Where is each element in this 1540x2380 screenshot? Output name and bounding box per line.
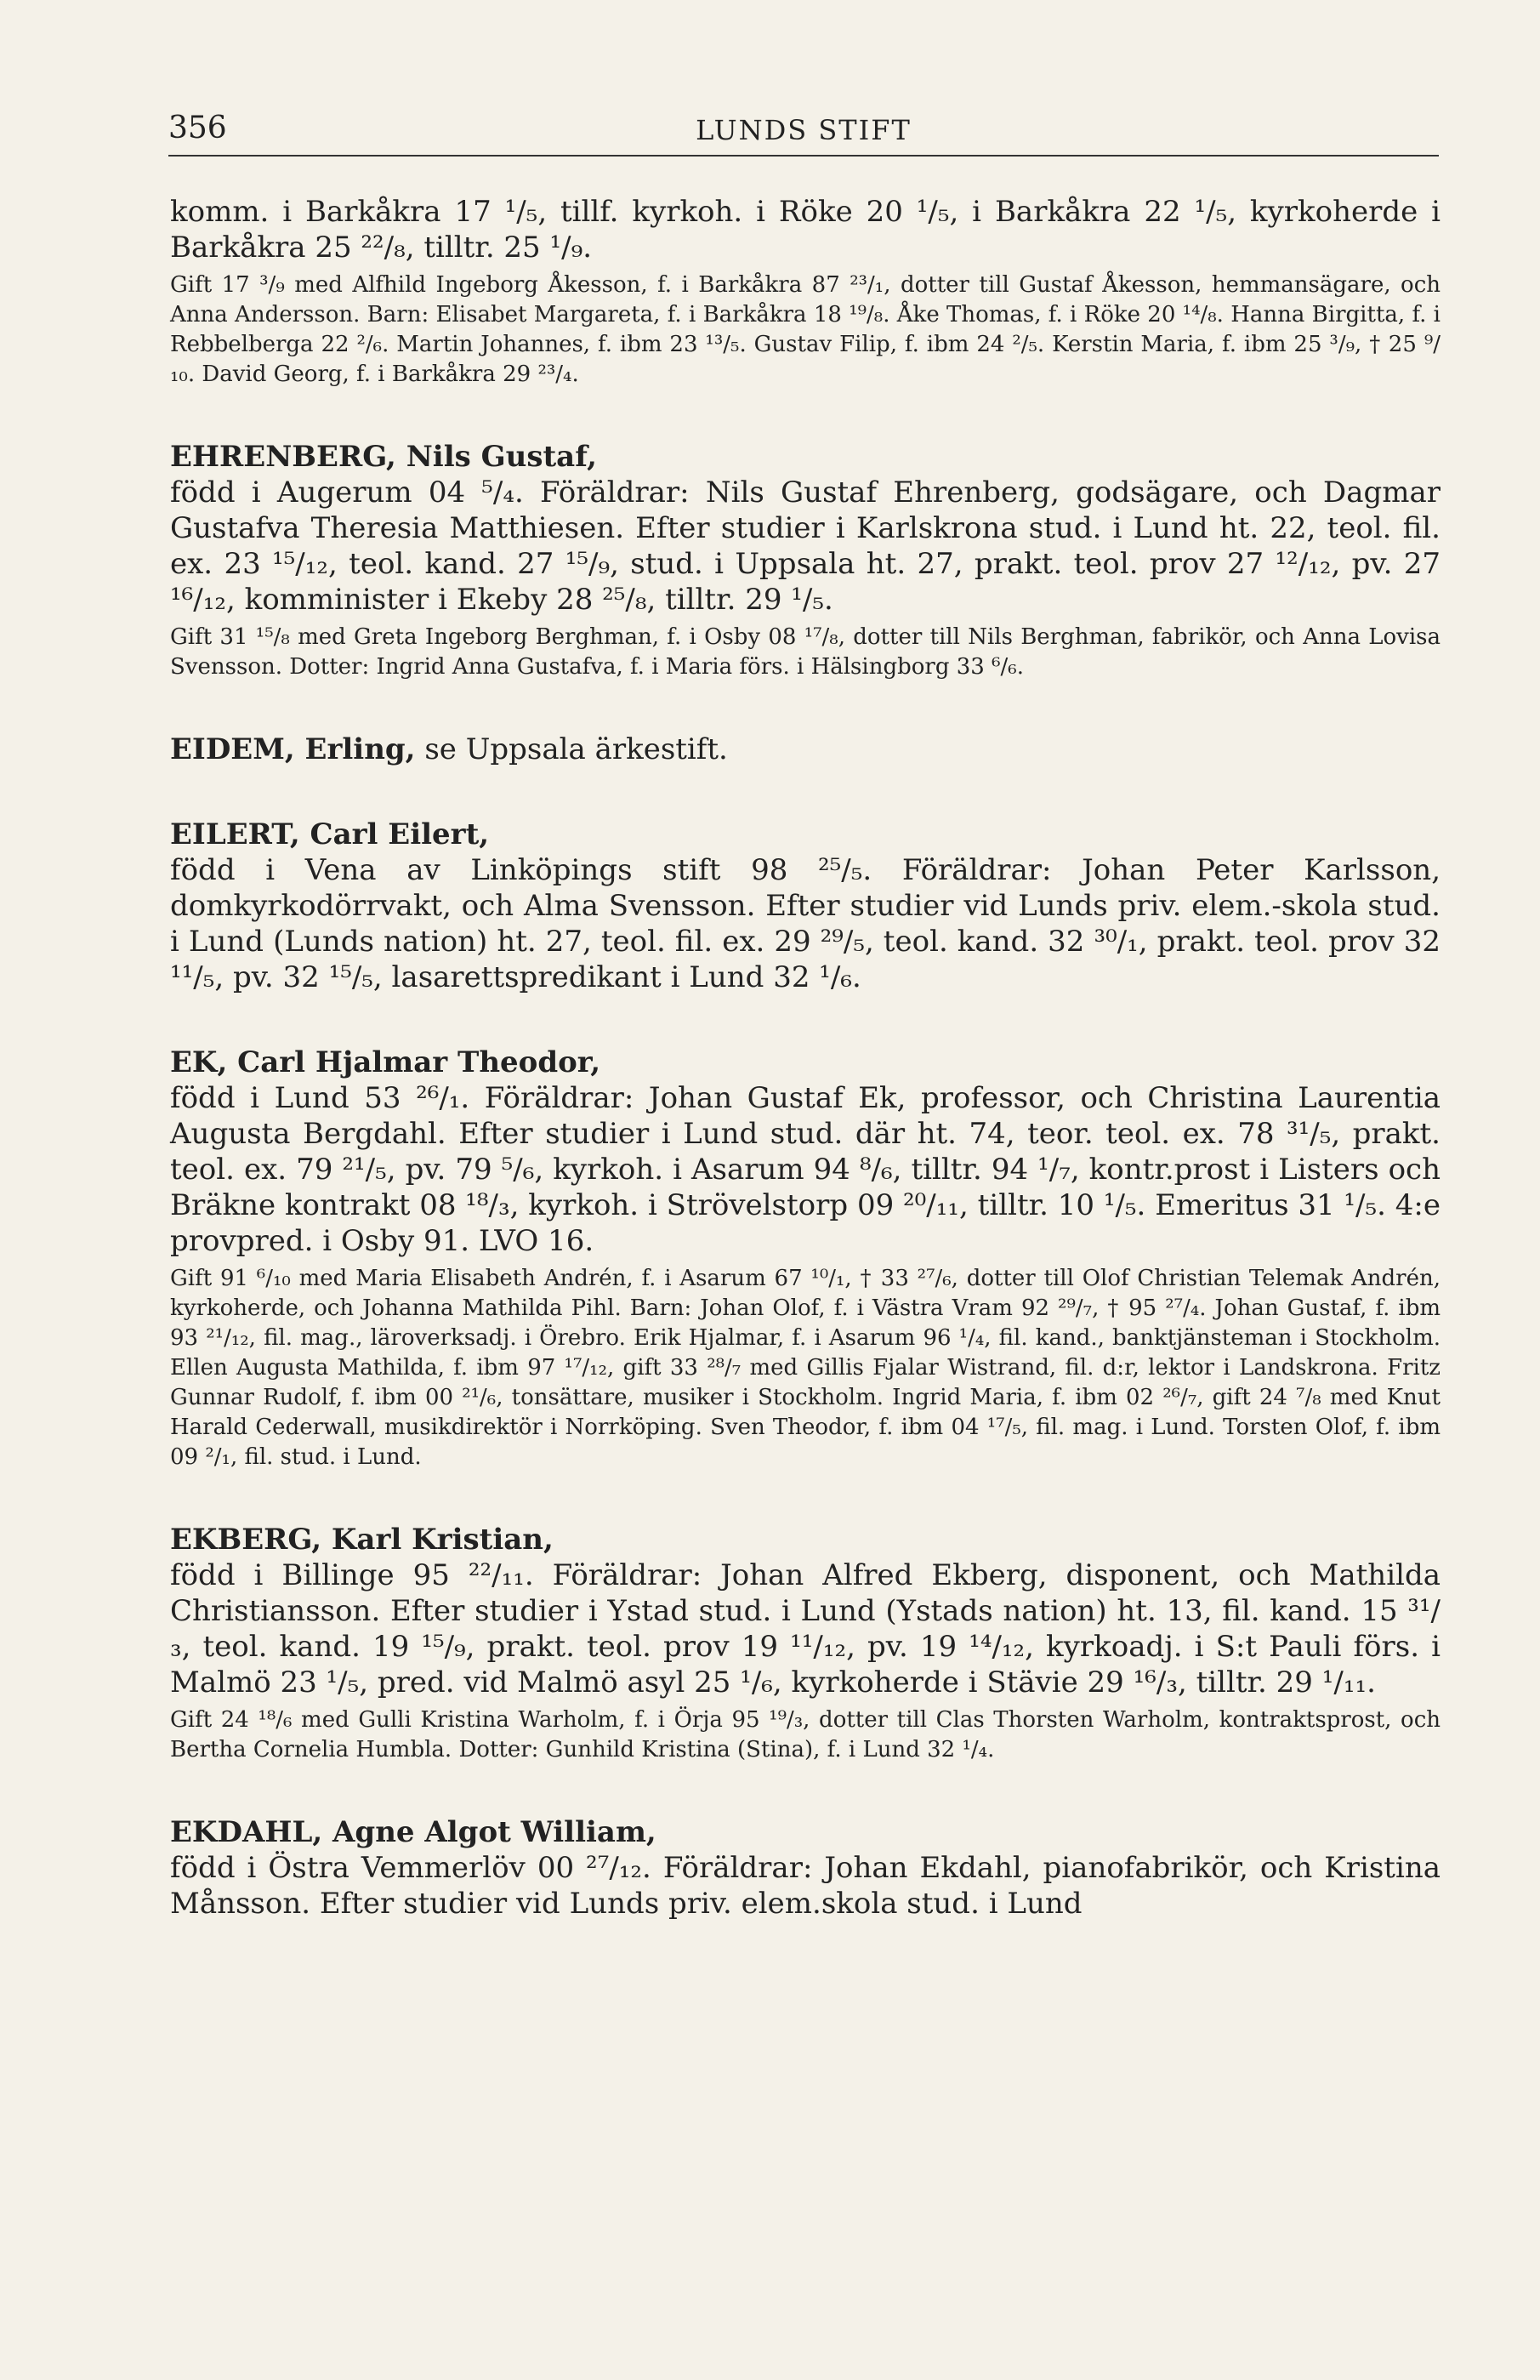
entry-family: Gift 24 ¹⁸/₆ med Gulli Kristina Warholm, f. i Örja 95 ¹⁹/₃, dotter till Clas Thorsten Warholm, kontraktsprost, och Bertha Cornelia Humbla. Dotter: Gunhild Kristina (Stina), f. i Lund 32 ¹/₄.	[170, 1707, 1441, 1762]
entry-family: Gift 17 ³/₉ med Alfhild Ingeborg Åkesson, f. i Barkåkra 87 ²³/₁, dotter till Gustaf Åkesson, hemmansägare, och Anna Andersson. Barn: Elisabet Margareta, f. i Barkåkra 18 ¹⁹/₈. Åke Thomas, f. i Röke 20 ¹⁴/₈. Hanna Birgitta, f. i Rebbelberga 22 ²/₆. Martin Johannes, f. ibm 23 ¹³/₅. Gustav Filip, f. ibm 24 ²/₅. Kerstin Maria, f. ibm 25 ³/₉, † 25 ⁹/₁₀. David Georg, f. i Barkåkra 29 ²³/₄.	[170, 272, 1441, 387]
entry-career: född i Vena av Linköpings stift 98 ²⁵/₅. Föräldrar: Johan Peter Karlsson, domkyrkodörrvakt, och Alma Svensson. Efter studier vid Lunds priv. elem.-skola stud. i Lund (Lunds nation) ht. 27, teol. fil. ex. 29 ²⁹/₅, teol. kand. 32 ³⁰/₁, prakt. teol. prov 32 ¹¹/₅, pv. 32 ¹⁵/₅, lasarettspredikant i Lund 32 ¹/₆.	[170, 853, 1441, 994]
entries	[170, 194, 1441, 1922]
entry-career: född i Lund 53 ²⁶/₁. Föräldrar: Johan Gustaf Ek, professor, och Christina Laurentia Augusta Bergdahl. Efter studier i Lund stud. där ht. 74, teor. teol. ex. 78 ³¹/₅, prakt. teol. ex. 79 ²¹/₅, pv. 79 ⁵/₆, kyrkoh. i Asarum 94 ⁸/₆, tilltr. 94 ¹/₇, kontr.prost i Listers och Bräkne kontrakt 08 ¹⁸/₃, kyrkoh. i Strövelstorp 09 ²⁰/₁₁, tilltr. 10 ¹/₅. Emeritus 31 ¹/₅. 4:e provpred. i Osby 91. LVO 16.	[170, 1081, 1441, 1258]
entry-career: se Uppsala ärkestift.	[424, 732, 728, 766]
entry-eidem	[170, 732, 1441, 767]
entry-name: EKBERG, Karl Kristian,	[170, 1523, 554, 1557]
entry-name: EHRENBERG, Nils Gustaf,	[170, 440, 597, 474]
entry-career: född i Östra Vemmerlöv 00 ²⁷/₁₂. Föräldrar: Johan Ekdahl, pianofabrikör, och Kristina Månsson. Efter studier vid Lunds priv. elem.skola stud. i Lund	[170, 1851, 1441, 1921]
entry-career: född i Augerum 04 ⁵/₄. Föräldrar: Nils Gustaf Ehrenberg, godsägare, och Dagmar Gustafva Theresia Matthiesen. Efter studier i Karlskrona stud. i Lund ht. 22, teol. fil. ex. 23 ¹⁵/₁₂, teol. kand. 27 ¹⁵/₉, stud. i Uppsala ht. 27, prakt. teol. prov 27 ¹²/₁₂, pv. 27 ¹⁶/₁₂, komminister i Ekeby 28 ²⁵/₈, tilltr. 29 ¹/₅.	[170, 475, 1441, 617]
entry-ekberg	[170, 1522, 1441, 1765]
entry-eilert	[170, 817, 1441, 995]
entry-family: Gift 91 ⁶/₁₀ med Maria Elisabeth Andrén, f. i Asarum 67 ¹⁰/₁, † 33 ²⁷/₆, dotter till Olof Christian Telemak Andrén, kyrkoherde, och Johanna Mathilda Pihl. Barn: Johan Olof, f. i Västra Vram 92 ²⁹/₇, † 95 ²⁷/₄. Johan Gustaf, f. ibm 93 ²¹/₁₂, fil. mag., läroverksadj. i Örebro. Erik Hjalmar, f. i Asarum 96 ¹/₄, fil. kand., banktjänsteman i Stockholm. Ellen Augusta Mathilda, f. ibm 97 ¹⁷/₁₂, gift 33 ²⁸/₇ med Gillis Fjalar Wistrand, fil. d:r, lektor i Landskrona. Fritz Gunnar Rudolf, f. ibm 00 ²¹/₆, tonsättare, musiker i Stockholm. Ingrid Maria, f. ibm 02 ²⁶/₇, gift 24 ⁷/₈ med Knut Harald Cederwall, musikdirektör i Norrköping. Sven Theodor, f. ibm 04 ¹⁷/₅, fil. mag. i Lund. Torsten Olof, f. ibm 09 ²/₁, fil. stud. i Lund.	[170, 1266, 1441, 1470]
entry-name: EKDAHL, Agne Algot William,	[170, 1815, 656, 1849]
entry-ehrenberg	[170, 439, 1441, 682]
entry-name: EILERT, Carl Eilert,	[170, 817, 490, 851]
entry-career: född i Billinge 95 ²²/₁₁. Föräldrar: Johan Alfred Ekberg, disponent, och Mathilda Christiansson. Efter studier i Ystad stud. i Lund (Ystads nation) ht. 13, fil. kand. 15 ³¹/₃, teol. kand. 19 ¹⁵/₉, prakt. teol. prov 19 ¹¹/₁₂, pv. 19 ¹⁴/₁₂, kyrkoadj. i S:t Pauli förs. i Malmö 23 ¹/₅, pred. vid Malmö asyl 25 ¹/₆, kyrkoherde i Stävie 29 ¹⁶/₃, tilltr. 29 ¹/₁₁.	[170, 1558, 1441, 1700]
page-header	[168, 111, 1439, 157]
entry-name: EIDEM, Erling,	[170, 732, 416, 766]
entry-ekdahl	[170, 1814, 1441, 1922]
page-number: 356	[168, 111, 227, 145]
entry-name: EK, Carl Hjalmar Theodor,	[170, 1045, 601, 1079]
entry-continued	[170, 194, 1441, 390]
entry-ek	[170, 1045, 1441, 1472]
entry-line	[170, 732, 1441, 767]
entry-family: Gift 31 ¹⁵/₈ med Greta Ingeborg Berghman, f. i Osby 08 ¹⁷/₈, dotter till Nils Berghman, fabrikör, och Anna Lovisa Svensson. Dotter: Ingrid Anna Gustafva, f. i Maria förs. i Hälsingborg 33 ⁶/₆.	[170, 624, 1441, 680]
running-title: LUNDS STIFT	[696, 114, 912, 146]
entry-career: komm. i Barkåkra 17 ¹/₅, tillf. kyrkoh. i Röke 20 ¹/₅, i Barkåkra 22 ¹/₅, kyrkoherde i Barkåkra 25 ²²/₈, tilltr. 25 ¹/₉.	[170, 195, 1441, 265]
